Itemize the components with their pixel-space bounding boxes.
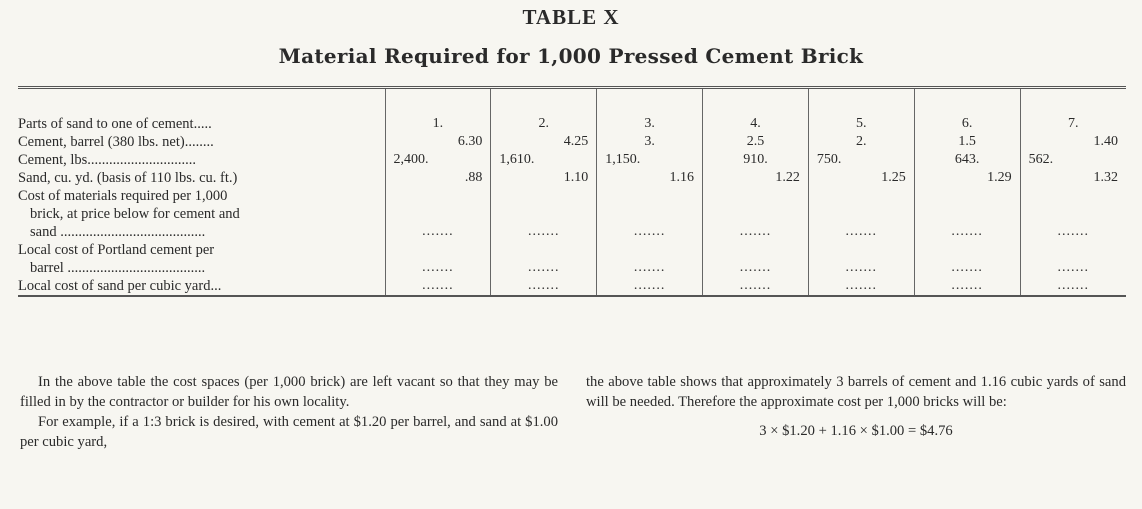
- table-cell: 3.: [597, 115, 703, 133]
- blank-cell: .......: [491, 277, 597, 296]
- table-spacer-row: [18, 88, 1126, 116]
- paragraph: For example, if a 1:3 brick is desired, with cement at $1.20 per barrel, and sand at $1.00 per cubic yard,: [20, 414, 558, 450]
- table-cell: 6.: [914, 115, 1020, 133]
- table-cell: 2.5: [703, 133, 809, 151]
- table-cell: 1.40: [1020, 133, 1126, 151]
- table-row: [18, 133, 1126, 151]
- blank-cell: .......: [385, 187, 491, 241]
- blank-cell: .......: [703, 277, 809, 296]
- paragraph: the above table shows that approximately 3 barrels of cement and 1.16 cubic yards of sand will be needed. Therefore the approximate cost per 1,000 bricks will be:: [586, 374, 1126, 410]
- table-row: [18, 115, 1126, 133]
- text-column-left: [20, 372, 558, 452]
- table-row: [18, 151, 1126, 169]
- table-title: TABLE X: [522, 5, 620, 29]
- row-label-line: Cost of materials required per 1,000: [18, 188, 228, 204]
- table-cell: 1.: [385, 115, 491, 133]
- blank-cell: .......: [597, 241, 703, 277]
- table-cell: 750.: [808, 151, 914, 169]
- table-row: [18, 187, 1126, 241]
- table-cell: 7.: [1020, 115, 1126, 133]
- table-cell: 562.: [1020, 151, 1126, 169]
- row-label: [18, 241, 385, 277]
- row-label-line: Local cost of Portland cement per: [18, 242, 215, 258]
- blank-cell: .......: [808, 277, 914, 296]
- table-cell: 2,400.: [385, 151, 491, 169]
- row-label: Cement, barrel (380 lbs. net)........: [18, 134, 214, 150]
- table-cell: 4.: [703, 115, 809, 133]
- blank-cell: .......: [385, 241, 491, 277]
- blank-cell: .......: [703, 187, 809, 241]
- text-column-right: [586, 372, 1126, 441]
- table-row: [18, 277, 1126, 296]
- table-cell: 1.25: [808, 169, 914, 187]
- table-cell: 6.30: [385, 133, 491, 151]
- row-label: Local cost of sand per cubic yard...: [18, 278, 222, 294]
- table-cell: 910.: [703, 151, 809, 169]
- blank-cell: .......: [914, 241, 1020, 277]
- row-label-line: sand ........................................: [30, 224, 206, 240]
- table-cell: 1.22: [703, 169, 809, 187]
- material-table: [18, 86, 1126, 297]
- blank-cell: .......: [597, 277, 703, 296]
- table-row: [18, 241, 1126, 277]
- blank-cell: .......: [491, 187, 597, 241]
- blank-cell: .......: [808, 187, 914, 241]
- row-label-line: brick, at price below for cement and: [30, 206, 240, 222]
- table-row: [18, 169, 1126, 187]
- table-cell: 1.32: [1020, 169, 1126, 187]
- table-cell: 1,610.: [491, 151, 597, 169]
- table-cell: 5.: [808, 115, 914, 133]
- blank-cell: .......: [491, 241, 597, 277]
- blank-cell: .......: [1020, 241, 1126, 277]
- row-label: Cement, lbs..............................: [18, 152, 197, 168]
- blank-cell: .......: [808, 241, 914, 277]
- cost-equation: 3 × $1.20 + 1.16 × $1.00 = $4.76: [759, 423, 953, 439]
- row-label: [18, 187, 385, 241]
- table-cell: 4.25: [491, 133, 597, 151]
- table-cell: 643.: [914, 151, 1020, 169]
- row-label: Parts of sand to one of cement.....: [18, 116, 212, 132]
- paragraph: In the above table the cost spaces (per 1,000 brick) are left vacant so that they may be filled in by the contractor or builder for his own locality.: [20, 374, 558, 410]
- blank-cell: .......: [703, 241, 809, 277]
- blank-cell: .......: [914, 187, 1020, 241]
- table-cell: 1.29: [914, 169, 1020, 187]
- blank-cell: .......: [914, 277, 1020, 296]
- blank-cell: .......: [385, 277, 491, 296]
- blank-cell: .......: [1020, 277, 1126, 296]
- table-cell: 3.: [597, 133, 703, 151]
- table-cell: 1.5: [914, 133, 1020, 151]
- table-cell: 2.: [808, 133, 914, 151]
- row-label: Sand, cu. yd. (basis of 110 lbs. cu. ft.): [18, 170, 238, 186]
- blank-cell: .......: [597, 187, 703, 241]
- table-cell: .88: [385, 169, 491, 187]
- table-cell: 1.10: [491, 169, 597, 187]
- table-cell: 2.: [491, 115, 597, 133]
- table-cell: 1.16: [597, 169, 703, 187]
- table-subtitle: Material Required for 1,000 Pressed Cement Brick: [278, 44, 864, 68]
- row-label-line: barrel ......................................: [30, 260, 206, 276]
- table-cell: 1,150.: [597, 151, 703, 169]
- blank-cell: .......: [1020, 187, 1126, 241]
